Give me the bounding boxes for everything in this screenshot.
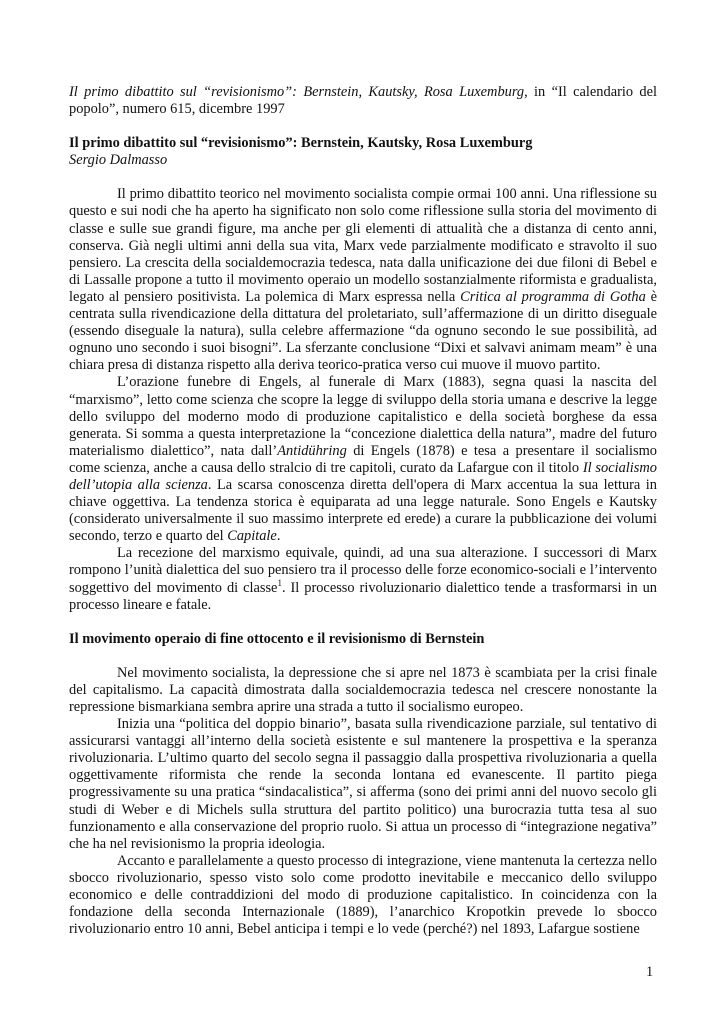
paragraph-text: Il primo dibattito teorico nel movimento socialista compie ormai 100 anni. Una riflessione su questo e sui nodi che ha aperto ha significato non solo come riflessione sulla storia del movimento di classe e sulle sue grandi figure, ma anche per gli elementi di attualità che a distanza di cento anni, conserva. Già negli ultimi anni della sua vita, Marx vede parzialmente modificato e stravolto il suo pensiero. La crescita della socialdemocrazia tedesca, nata dalla unificazione dei due filoni di Bebel e di Lassalle propone a tutto il movimento operaio un modello sostanzialmente riformista e gradualista, legato al pensiero positivista. La polemica di Marx espressa nella	[69, 186, 657, 305]
citation-source: , in “Il calendario del popolo”, numero 615, dicembre 1997	[69, 84, 657, 118]
citation	[69, 84, 657, 118]
paragraph-text: La recezione del marxismo equivale, quindi, ad una sua alterazione. I successori di Marx rompono l’unità dialettica del suo pensiero tra il processo delle forze economico-sociali e l’intervento soggettivo del movimento di classe	[69, 545, 657, 596]
paragraph-italic: Capitale	[227, 528, 277, 545]
article-author: Sergio Dalmasso	[69, 152, 168, 169]
paragraph-text: di Engels (1878) e tesa a presentare il socialismo come scienza, anche a causa dello stralcio di tre capitoli, curato da Lafargue con il titolo	[69, 442, 657, 476]
page-number: 1	[646, 964, 654, 980]
paragraph: Accanto e parallelamente a questo processo di integrazione, viene mantenuta la certezza nello sbocco rivoluzionario, spesso visto solo come prodotto inevitabile e meccanico dello sviluppo economico e delle contraddizioni del modo di produzione capitalistico. In coincidenza con la fondazione della seconda Internazionale (1889), l’anarchico Kropotkin prevede lo sbocco rivoluzionario entro 10 anni, Bebel anticipa i tempi e lo vede (perché?) nel 1893, Lafargue sostiene	[69, 852, 657, 938]
document-page	[69, 84, 657, 938]
paragraph-text: .	[276, 528, 281, 545]
paragraph: Nel movimento socialista, la depressione che si apre nel 1873 è scambiata per la crisi finale del capitalismo. La capacità dimostrata dalla socialdemocrazia tedesca nel crescere nonostante la repressione bismarkiana sembra aprire una strada a tutto il socialismo europeo.	[69, 664, 657, 715]
paragraph-text: è centrata sulla rivendicazione della dittatura del proletariato, sull’affermazione di un diritto diseguale (essendo diseguale la natura), sulla celebre affermazione “da ognuno secondo le sue possibilità, ad ognuno uno secondo i suoi bisogni”. La sferzante conclusione “Dixi et salvavi animam meam” è una chiara presa di distanza rispetto alla deriva teorico-pratica verso cui muove il muovo partito.	[69, 288, 657, 374]
paragraph: Inizia una “politica del doppio binario”, basata sulla rivendicazione parziale, sul tentativo di assicurarsi vantaggi all’interno della società esistente e sul mantenere la prospettiva e la speranza rivoluzionaria. L’ultimo quarto del secolo segna il passaggio dalla prospettiva rivoluzionaria a quella oggettivamente riformista che rende la seconda lontana ed evanescente. Il partito piega progressivamente su una pratica “sindacalistica”, si afferma (sono dei primi anni del nuovo secolo gli studi di Weber e di Michels sulla struttura del partito politico) una burocrazia tutta tesa al suo funzionamento e alla conservazione del proprio ruolo. Si attua un processo di “integrazione negativa” che ha nel revisionismo la propria ideologia.	[69, 716, 657, 852]
paragraph	[69, 545, 657, 613]
paragraph	[69, 186, 657, 374]
paragraph-italic: Antidühring	[277, 442, 347, 459]
paragraph-italic: Il socialismo dell’utopia alla scienza	[69, 459, 657, 493]
paragraph-text: . Il processo rivoluzionario dialettico tende a trasformarsi in un processo lineare e fatale.	[69, 579, 657, 613]
paragraph	[69, 374, 657, 545]
paragraph-text: L’orazione funebre di Engels, al funerale di Marx (1883), segna quasi la nascita del “marxismo”, letto come scienza che scopre la legge di sviluppo della storia umana e descrive la legge dello sviluppo del moderno modo di produzione capitalistico e della società borghese da essa generata. Si somma a questa interpretazione la “concezione dialettica della natura”, madre del futuro materialismo dialettico”, nata dall’	[69, 374, 657, 459]
citation-title: Il primo dibattito sul “revisionismo”: Bernstein, Kautsky, Rosa Luxemburg	[69, 84, 525, 100]
footnote-ref[interactable]: 1	[277, 577, 282, 588]
article-title: Il primo dibattito sul “revisionismo”: Bernstein, Kautsky, Rosa Luxemburg	[69, 135, 533, 152]
paragraph-italic: Critica al programma di Gotha	[460, 288, 646, 305]
paragraph-text: . La scarsa conoscenza diretta dell'opera di Marx accentua la sua lettura in chiave oggettiva. La tendenza storica è equiparata ad una legge naturale. Sono Engels e Kautsky (considerato universalmente il suo massimo interprete ed erede) a curare la pubblicazione dei volumi secondo, terzo e quarto del	[69, 476, 657, 545]
section-heading: Il movimento operaio di fine ottocento e il revisionismo di Bernstein	[69, 630, 485, 647]
